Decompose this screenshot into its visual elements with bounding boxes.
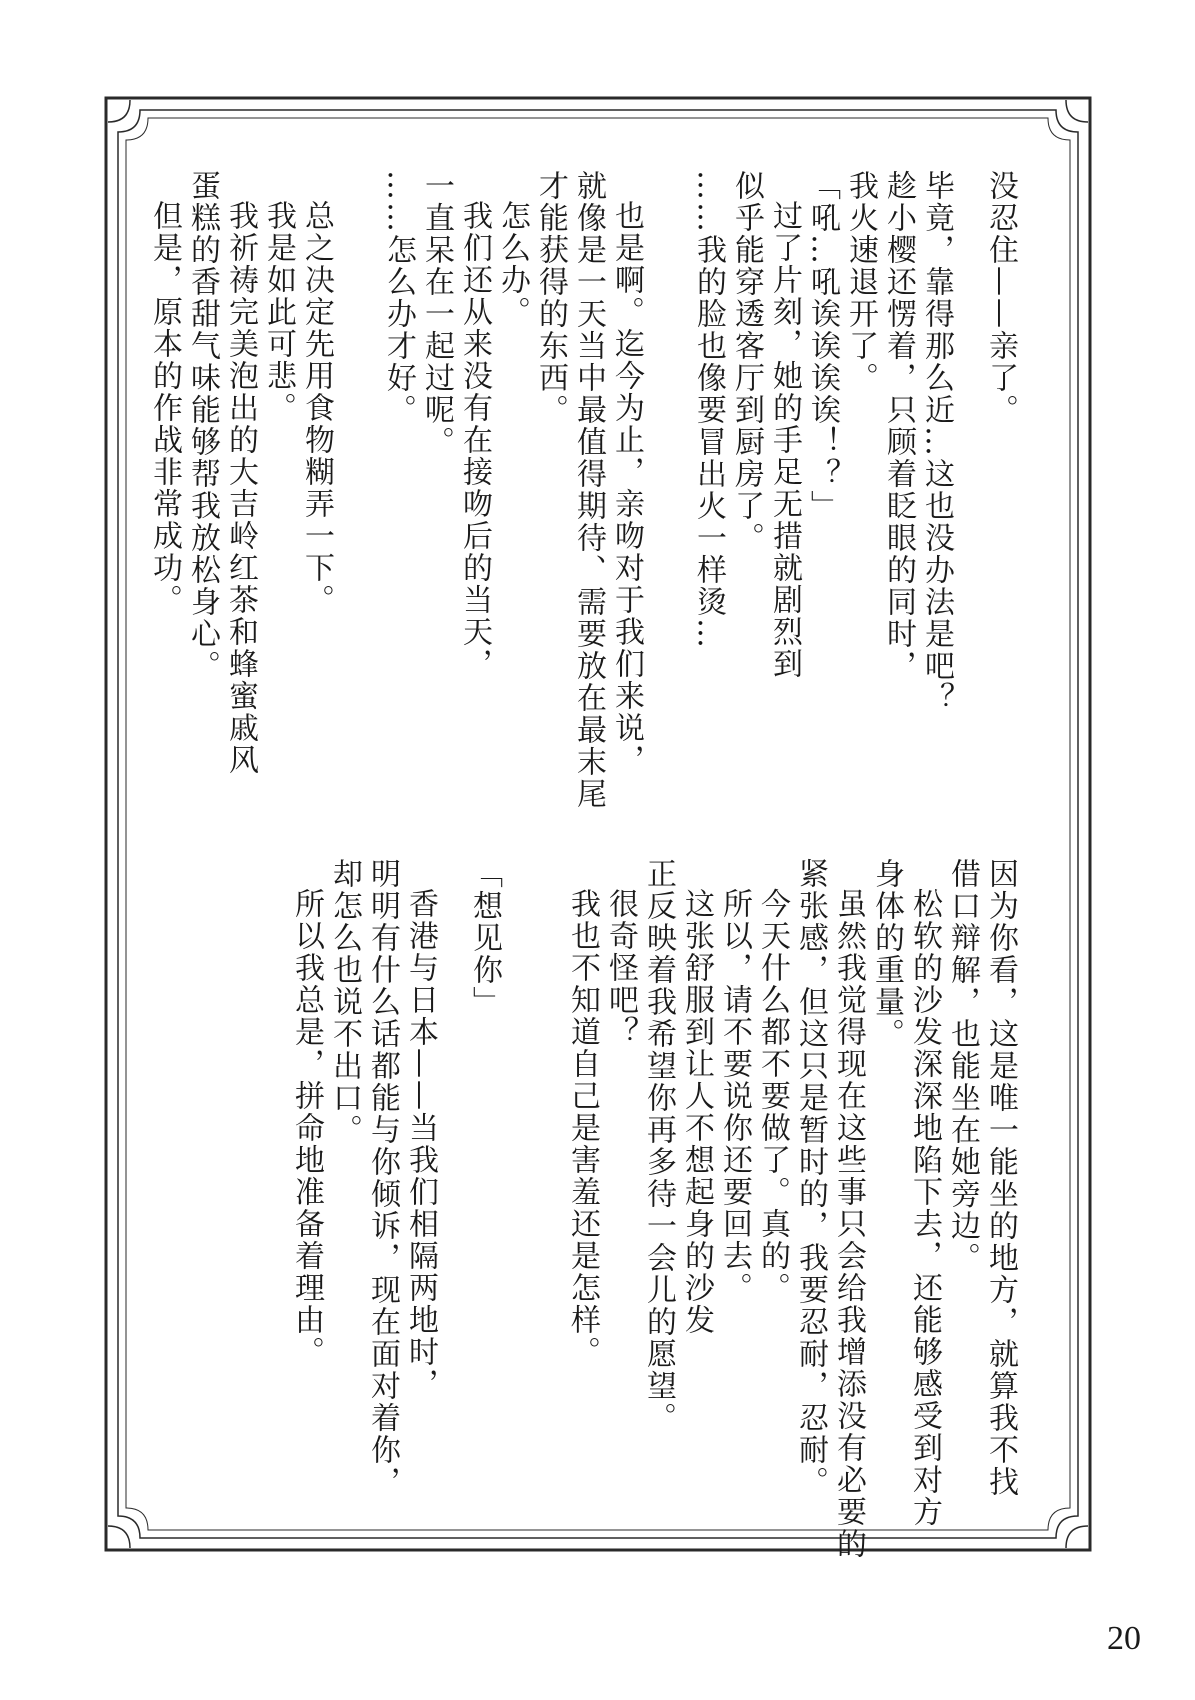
text-column: 我也不知道自己是害羞还是怎样。	[565, 888, 600, 1368]
text-column: 也是啊。迄今为止，亲吻对于我们来说，	[609, 200, 644, 776]
text-column: 一直呆在一起过呢。	[419, 170, 454, 458]
text-column: 明明有什么话都能与你倾诉，现在面对着你，	[365, 858, 400, 1498]
text-column: 借口辩解，也能坐在她旁边。	[945, 858, 980, 1274]
text-column: 过了片刻，她的手足无措就剧烈到	[767, 200, 802, 680]
text-column: 怎么办。	[495, 200, 530, 328]
text-column: 没忍住——亲了。	[983, 170, 1018, 426]
text-column: 就像是一天当中最值得期待、需要放在最末尾	[571, 170, 606, 810]
text-column: 所以，请不要说你还要回去。	[717, 888, 752, 1304]
text-column: 蛋糕的香甜气味能够帮我放松身心。	[185, 170, 220, 682]
text-column: 毕竟，靠得那么近…这也没办法是吧？	[919, 170, 954, 714]
text-column: 我祈祷完美泡出的大吉岭红茶和蜂蜜戚风	[223, 200, 258, 776]
text-column: ……怎么办才好。	[381, 170, 416, 426]
text-column: 香港与日本——当我们相隔两地时，	[403, 888, 438, 1400]
text-column: 我们还从来没有在接吻后的当天，	[457, 200, 492, 680]
text-column: 虽然我觉得现在这些事只会给我增添没有必要的	[831, 888, 866, 1560]
text-column: 正反映着我希望你再多待一会儿的愿望。	[641, 858, 676, 1434]
text-column: 才能获得的东西。	[533, 170, 568, 426]
text-column: 很奇怪吧？	[603, 888, 638, 1048]
text-column: 松软的沙发深深地陷下去，还能够感受到对方	[907, 888, 942, 1528]
text-column: 趁小樱还愣着，只顾着眨眼的同时，	[881, 170, 916, 682]
text-column: 「吼…吼诶诶诶诶！？」	[805, 170, 840, 522]
text-column: 所以我总是，拼命地准备着理由。	[289, 888, 324, 1368]
text-column: 身体的重量。	[869, 858, 904, 1050]
text-column: 但是，原本的作战非常成功。	[147, 200, 182, 616]
text-column: 因为你看，这是唯一能坐的地方，就算我不找	[983, 858, 1018, 1498]
text-column: 似乎能穿透客厅到厨房了。	[729, 170, 764, 554]
text-column: 我火速退开了。	[843, 170, 878, 394]
text-column: 总之决定先用食物糊弄一下。	[299, 200, 334, 616]
text-column: ……我的脸也像要冒出火一样烫…	[691, 170, 726, 650]
text-column: 这张舒服到让人不想起身的沙发	[679, 888, 714, 1336]
text-column: 却怎么也说不出口。	[327, 858, 362, 1146]
page-number: 20	[1107, 1620, 1141, 1657]
text-column: 紧张感，但这只是暂时的，我要忍耐，忍耐。	[793, 858, 828, 1498]
text-column: 今天什么都不要做了。真的。	[755, 888, 790, 1304]
text-column: 「想见你」	[467, 858, 502, 1018]
text-column: 我是如此可悲。	[261, 200, 296, 424]
